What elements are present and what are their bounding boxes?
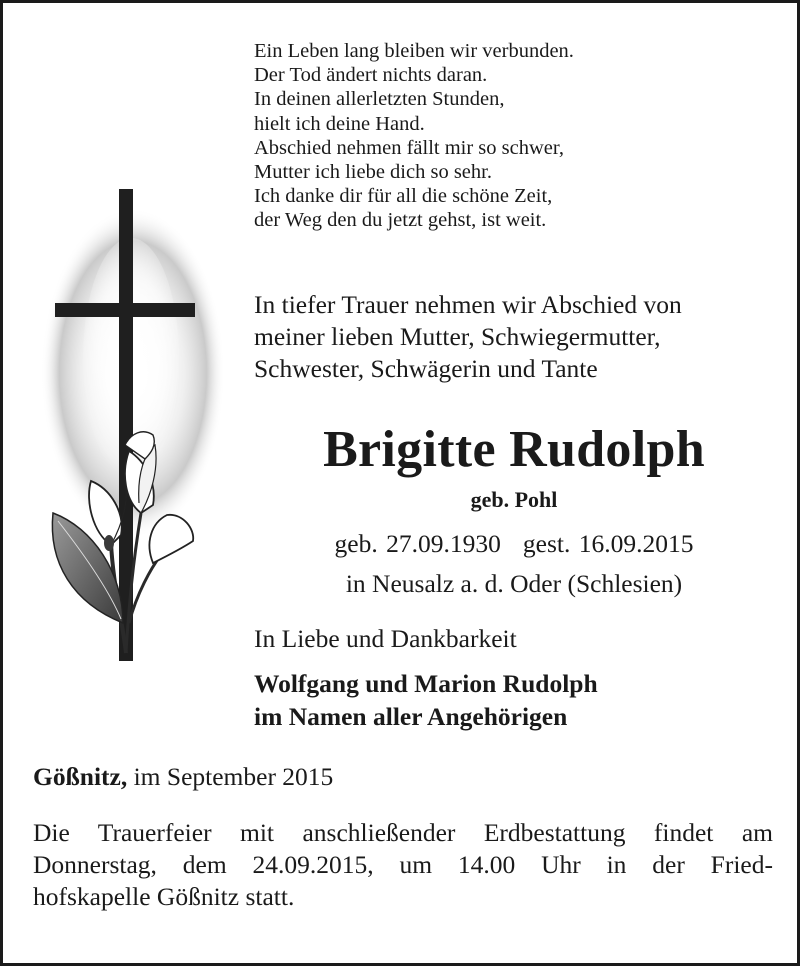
life-dates xyxy=(253,528,775,560)
thanks-line: In Liebe und Dankbarkeit xyxy=(254,624,517,653)
deceased-name: Brigitte Rudolph xyxy=(323,421,705,478)
poem-line: Der Tod ändert nichts daran. xyxy=(254,64,488,87)
funeral-notice xyxy=(33,817,773,913)
dateline xyxy=(33,761,333,793)
poem-line: Ich danke dir für all die schöne Zeit, xyxy=(254,185,553,208)
poem-line: der Weg den du jetzt gehst, ist weit. xyxy=(254,209,547,232)
intro-line: Schwester, Schwägerin und Tante xyxy=(254,354,598,383)
intro-line: In tiefer Trauer nehmen wir Abschied von xyxy=(254,290,682,319)
mourner-names xyxy=(254,667,598,733)
funeral-line: Donnerstag, dem 24.09.2015, um 14.00 Uhr in der Fried- xyxy=(33,850,773,879)
dateline-date: im September 2015 xyxy=(127,762,334,791)
funeral-line: Die Trauerfeier mit anschließender Erdbestattung findet am xyxy=(33,818,773,847)
poem-line: In deinen allerletzten Stunden, xyxy=(254,88,505,111)
birth-date: geb. 27.09.1930 xyxy=(334,529,501,558)
poem-line: Abschied nehmen fällt mir so schwer, xyxy=(254,136,565,159)
birth-name: geb. Pohl xyxy=(470,487,558,512)
poem-line: Ein Leben lang bleiben wir verbunden. xyxy=(254,40,574,62)
funeral-line: hofskapelle Gößnitz statt. xyxy=(33,882,295,911)
poem-line: Mutter ich liebe dich so sehr. xyxy=(254,161,492,184)
intro-line: meiner lieben Mutter, Schwiegermutter, xyxy=(254,322,661,351)
poem xyxy=(254,39,574,233)
cross-icon xyxy=(33,183,223,673)
poem-line: hielt ich deine Hand. xyxy=(254,112,425,135)
mourner-names-line: Wolfgang und Marion Rudolph xyxy=(254,669,598,698)
death-date: gest. 16.09.2015 xyxy=(522,529,694,558)
birthplace: in Neusalz a. d. Oder (Schlesien) xyxy=(345,569,683,598)
on-behalf-line: im Namen aller Angehörigen xyxy=(254,702,568,731)
intro-text xyxy=(254,289,682,385)
dateline-town: Gößnitz, xyxy=(33,762,128,791)
